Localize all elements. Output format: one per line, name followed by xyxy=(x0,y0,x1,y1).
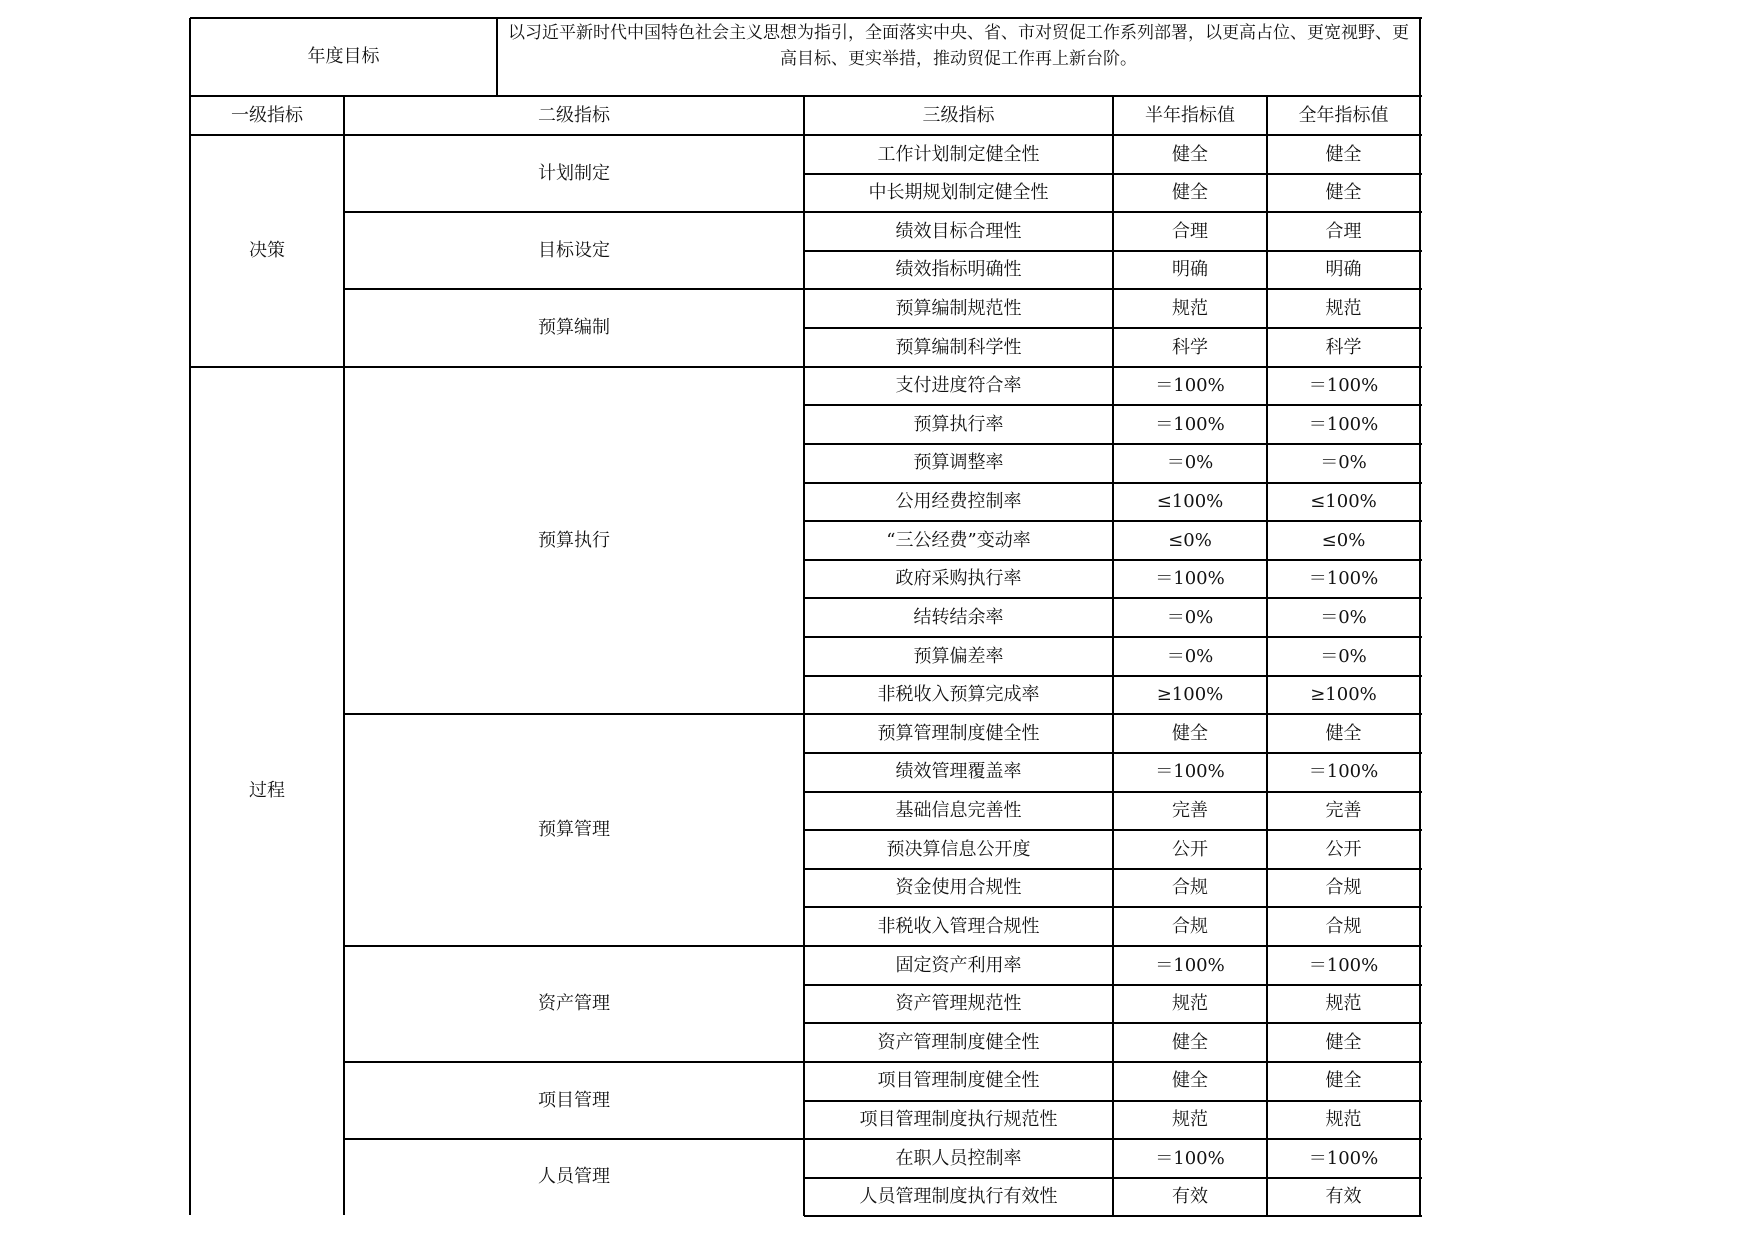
level3-cell: 绩效管理覆盖率 xyxy=(895,761,1022,783)
level3-cell: “三公经费”变动率 xyxy=(886,529,1031,551)
header-level1: 一级指标 xyxy=(231,104,303,126)
full-year-value: ＝0% xyxy=(1320,452,1367,474)
half-year-value: 规范 xyxy=(1172,993,1208,1015)
half-year-value: ≥100% xyxy=(1156,684,1224,706)
half-year-value: 健全 xyxy=(1172,182,1208,204)
half-year-value: 健全 xyxy=(1172,1031,1208,1053)
level3-cell: 在职人员控制率 xyxy=(895,1147,1022,1169)
full-year-value: 公开 xyxy=(1325,838,1362,860)
level3-cell: 绩效指标明确性 xyxy=(895,259,1022,281)
half-year-value: 公开 xyxy=(1172,838,1208,860)
full-year-value: 合规 xyxy=(1325,877,1362,899)
level3-cell: 支付进度符合率 xyxy=(895,375,1022,397)
half-year-value: ＝100% xyxy=(1155,375,1225,397)
column-border xyxy=(343,96,345,1215)
level3-cell: 预算编制科学性 xyxy=(895,336,1022,358)
half-year-value: 明确 xyxy=(1172,259,1208,281)
level1-cell: 决策 xyxy=(249,240,285,262)
half-year-value: ＝100% xyxy=(1155,568,1225,590)
level3-cell: 工作计划制定健全性 xyxy=(877,143,1040,165)
annual-goal-label: 年度目标 xyxy=(307,46,380,68)
full-year-value: 科学 xyxy=(1325,336,1362,358)
full-year-value: 合理 xyxy=(1325,220,1362,242)
table-left-border xyxy=(189,18,191,1215)
half-year-value: 规范 xyxy=(1172,297,1208,319)
level3-cell: 预算偏差率 xyxy=(913,645,1004,667)
level3-cell: 公用经费控制率 xyxy=(895,491,1022,513)
full-year-value: ≤100% xyxy=(1310,491,1377,513)
level3-cell: 政府采购执行率 xyxy=(895,568,1022,590)
full-year-value: 健全 xyxy=(1325,722,1362,744)
half-year-value: 合理 xyxy=(1172,220,1208,242)
half-year-value: ＝100% xyxy=(1155,954,1225,976)
column-border xyxy=(803,96,805,1216)
header-full-year: 全年指标值 xyxy=(1298,104,1389,126)
half-year-value: 科学 xyxy=(1172,336,1208,358)
column-border xyxy=(1112,96,1114,1216)
level3-cell: 项目管理制度健全性 xyxy=(877,1070,1040,1092)
level3-cell: 非税收入预算完成率 xyxy=(877,684,1040,706)
full-year-value: ≥100% xyxy=(1310,684,1377,706)
level2-cell: 计划制定 xyxy=(538,162,610,184)
level2-cell: 人员管理 xyxy=(538,1166,610,1188)
full-year-value: ＝100% xyxy=(1308,568,1379,590)
level2-cell: 预算管理 xyxy=(538,819,610,841)
full-year-value: 规范 xyxy=(1325,993,1362,1015)
column-border xyxy=(1266,96,1268,1216)
level1-cell: 过程 xyxy=(249,780,285,802)
level3-cell: 基础信息完善性 xyxy=(895,800,1022,822)
level2-cell: 预算编制 xyxy=(538,317,610,339)
level3-cell: 预算编制规范性 xyxy=(895,297,1022,319)
table-border xyxy=(496,18,498,96)
level3-cell: 预算执行率 xyxy=(913,413,1004,435)
half-year-value: ＝0% xyxy=(1166,645,1214,667)
level3-cell: 结转结余率 xyxy=(913,606,1004,628)
header-half-year: 半年指标值 xyxy=(1145,104,1235,126)
half-year-value: ＝0% xyxy=(1166,452,1214,474)
full-year-value: ＝0% xyxy=(1320,606,1367,628)
full-year-value: ＝100% xyxy=(1308,1147,1379,1169)
level3-cell: 绩效目标合理性 xyxy=(895,220,1022,242)
half-year-value: ＝0% xyxy=(1166,606,1214,628)
half-year-value: 合规 xyxy=(1172,877,1208,899)
half-year-value: 健全 xyxy=(1172,1070,1208,1092)
annual-goal-text: 以习近平新时代中国特色社会主义思想为指引，全面落实中央、省、市对贸促工作系列部署，以更高占位、更宽视野、更高目标、更实举措，推动贸促工作再上新台阶。 xyxy=(508,23,1409,69)
half-year-value: ＝100% xyxy=(1155,761,1225,783)
full-year-value: ＝100% xyxy=(1308,413,1379,435)
full-year-value: 规范 xyxy=(1325,1109,1362,1130)
half-year-value: 健全 xyxy=(1172,143,1208,165)
table-border xyxy=(190,17,1422,19)
header-level3: 三级指标 xyxy=(922,104,995,126)
full-year-value: 完善 xyxy=(1325,800,1362,822)
full-year-value: 规范 xyxy=(1325,297,1362,319)
level2-cell: 项目管理 xyxy=(538,1089,610,1111)
level3-cell: 人员管理制度执行有效性 xyxy=(859,1186,1058,1208)
half-year-value: 健全 xyxy=(1172,722,1208,744)
level3-cell: 项目管理制度执行规范性 xyxy=(859,1109,1058,1130)
level3-cell: 非税收入管理合规性 xyxy=(877,915,1040,937)
half-year-value: 合规 xyxy=(1172,915,1208,937)
full-year-value: ≤0% xyxy=(1321,529,1366,551)
level2-cell: 目标设定 xyxy=(538,240,610,262)
level3-cell: 固定资产利用率 xyxy=(895,954,1022,976)
full-year-value: ＝100% xyxy=(1308,375,1379,397)
half-year-value: 规范 xyxy=(1172,1109,1208,1130)
half-year-value: 有效 xyxy=(1172,1186,1208,1208)
half-year-value: ≤0% xyxy=(1168,529,1212,551)
full-year-value: 健全 xyxy=(1325,182,1362,204)
half-year-value: ＝100% xyxy=(1155,413,1225,435)
level3-cell: 资金使用合规性 xyxy=(895,877,1022,899)
full-year-value: 明确 xyxy=(1325,259,1362,281)
half-year-value: ＝100% xyxy=(1155,1147,1225,1169)
level3-cell: 资产管理规范性 xyxy=(895,993,1022,1015)
level3-cell: 预决算信息公开度 xyxy=(886,838,1031,860)
level3-cell: 预算管理制度健全性 xyxy=(877,722,1040,744)
level2-cell: 预算执行 xyxy=(538,529,610,551)
full-year-value: 健全 xyxy=(1325,1031,1362,1053)
full-year-value: 健全 xyxy=(1325,143,1362,165)
full-year-value: ＝100% xyxy=(1308,954,1379,976)
full-year-value: 有效 xyxy=(1325,1186,1362,1208)
half-year-value: ≤100% xyxy=(1156,491,1224,513)
full-year-value: ＝0% xyxy=(1320,645,1367,667)
full-year-value: 合规 xyxy=(1325,915,1362,937)
full-year-value: 健全 xyxy=(1325,1070,1362,1092)
level2-cell: 资产管理 xyxy=(538,993,610,1015)
level3-cell: 中长期规划制定健全性 xyxy=(868,182,1049,204)
level3-cell: 预算调整率 xyxy=(913,452,1004,474)
half-year-value: 完善 xyxy=(1172,800,1208,822)
level3-cell: 资产管理制度健全性 xyxy=(877,1031,1040,1053)
table-right-border xyxy=(1419,18,1421,1216)
full-year-value: ＝100% xyxy=(1308,761,1379,783)
header-level2: 二级指标 xyxy=(538,104,610,126)
